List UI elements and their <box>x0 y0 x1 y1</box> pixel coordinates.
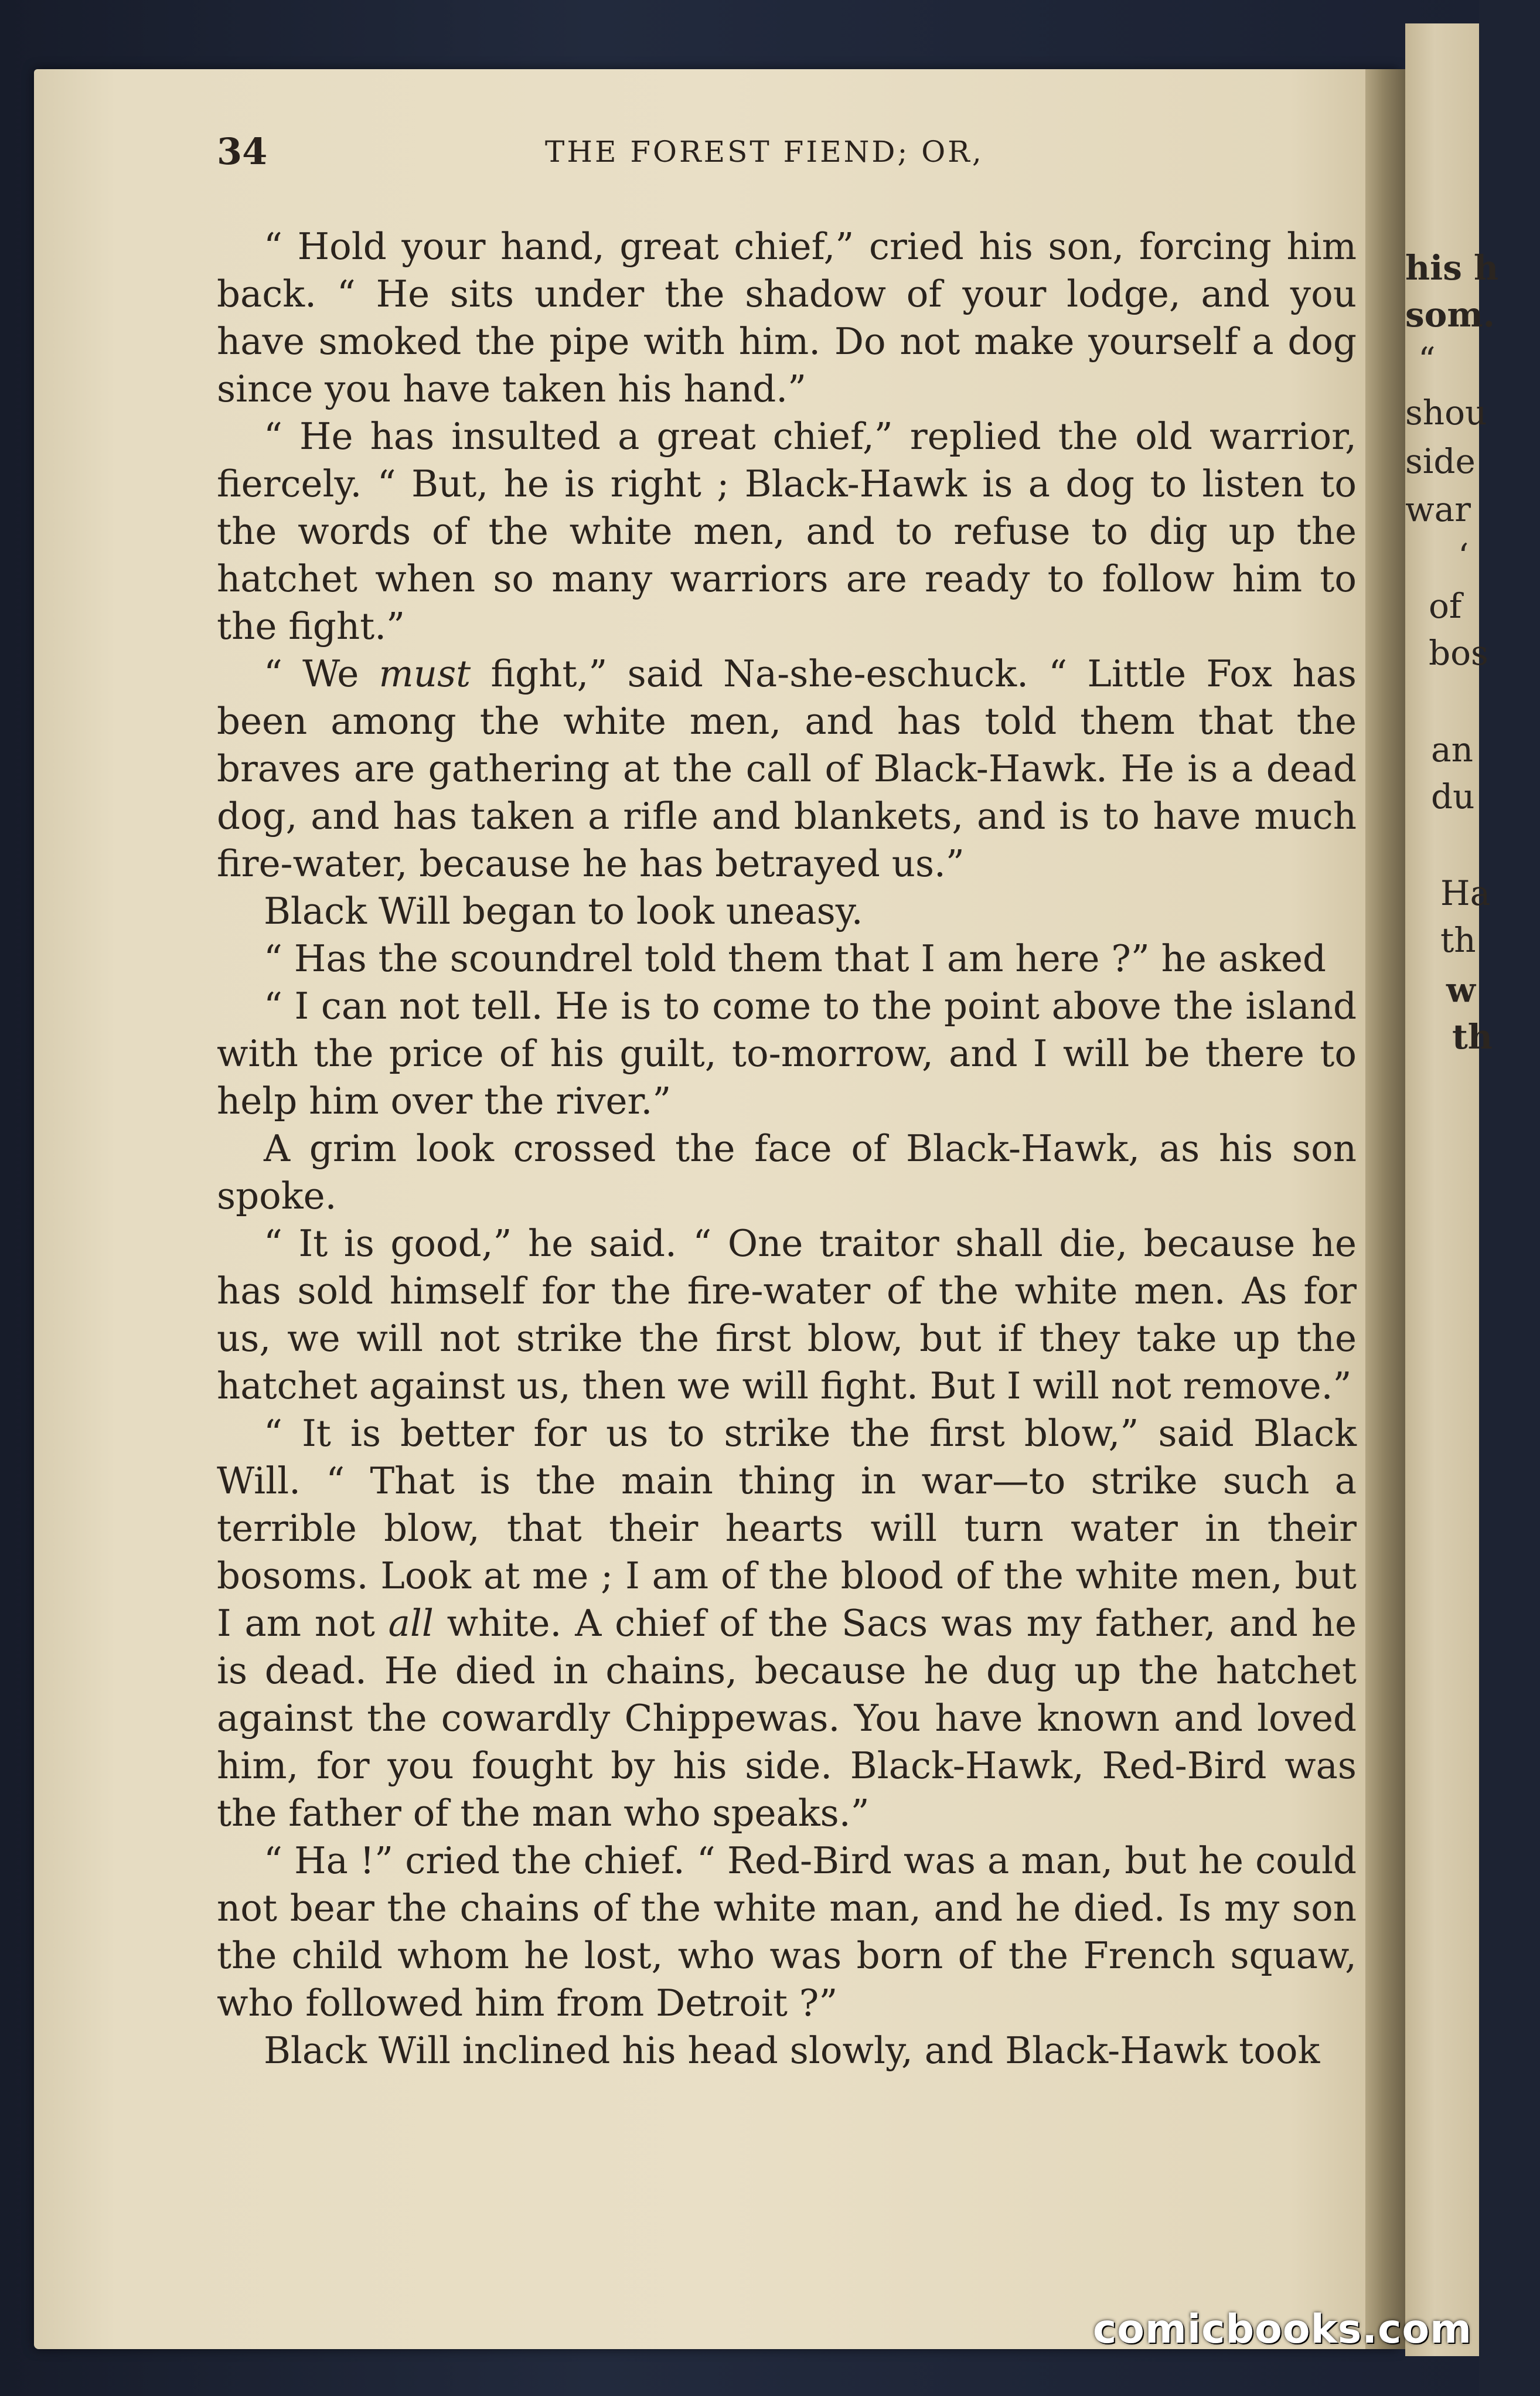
facing-page-fragment: his h <box>1405 248 1499 288</box>
italic-text: must <box>379 652 471 695</box>
facing-page-fragment: som. <box>1405 295 1495 335</box>
facing-page-fragment: du <box>1431 777 1475 816</box>
text-run: Black Will began to look uneasy. <box>264 890 863 932</box>
facing-page-fragment: ‘ <box>1458 536 1469 576</box>
book-gutter <box>1365 69 1406 2349</box>
text-run: “ We <box>264 652 379 695</box>
text-run: Black Will inclined his head slowly, and Black-Hawk took <box>264 2029 1320 2072</box>
text-run: “ I can not tell. He is to come to the point above the island with the price of his guilt, to-morrow, and I will be there to help him over the river.” <box>217 985 1357 1122</box>
text-run: white. A chief of the Sacs was my father, and he is dead. He died in chains, because he dug up the hatchet against the cowardly Chippewas. You have known and loved him, for you fought by his side. Black-Hawk, Red-Bird was the father of the man who speaks.” <box>217 1602 1357 1835</box>
text-run: “ Ha !” cried the chief. “ Red-Bird was a man, but he could not bear the chains of the white man, and he died. Is my son the child whom he lost, who was born of the French squaw, who followed him from Detroit ?” <box>217 1839 1357 2024</box>
paragraph <box>217 887 1357 935</box>
body-text <box>217 223 1357 2074</box>
facing-page-fragment: Ha <box>1440 873 1491 913</box>
watermark-logo: comicbooks.com <box>1093 2306 1473 2353</box>
facing-page-fragment: w <box>1446 970 1476 1010</box>
facing-page-fragment: bos <box>1429 633 1488 673</box>
paragraph <box>217 650 1357 887</box>
paragraph <box>217 1220 1357 1410</box>
text-run: “ Hold your hand, great chief,” cried his son, forcing him back. “ He sits under the shadow of your lodge, and you have smoked the pipe with him. Do not make yourself a dog since you have taken his hand.” <box>217 225 1357 410</box>
italic-text: all <box>388 1602 434 1645</box>
facing-page-fragment: of <box>1429 586 1462 626</box>
running-head: THE FOREST FIEND; OR, <box>545 135 984 169</box>
paragraph <box>217 1410 1357 1837</box>
paragraph <box>217 1837 1357 2027</box>
paragraph <box>217 1125 1357 1220</box>
facing-page-fragment: shou <box>1405 393 1487 433</box>
paragraph <box>217 2027 1357 2074</box>
paragraph <box>217 982 1357 1125</box>
facing-page-fragment: th <box>1440 920 1476 960</box>
text-run: “ He has insulted a great chief,” replied the old warrior, fiercely. “ But, he is right ; Black-Hawk is a dog to listen to the words of the white men, and to refuse to dig up the hatchet when so many warriors are ready to follow him to the fight.” <box>217 415 1357 648</box>
page-header <box>217 130 1354 177</box>
page-number: 34 <box>217 130 268 173</box>
facing-page-edge <box>1405 23 1499 2356</box>
facing-page-fragment: war <box>1405 489 1471 529</box>
paragraph <box>217 413 1357 650</box>
text-run: “ It is good,” he said. “ One traitor shall die, because he has sold himself for the fire-water of the white men. As for us, we will not strike the first blow, but if they take up the hatchet against us, then we will fight. But I will not remove.” <box>217 1222 1357 1407</box>
text-run: “ It is better for us to strike the first blow,” said Black Will. “ That is the main thing in war—to strike such a terrible blow, that their hearts will turn water in their bosoms. Look at me ; I am of the blood of the white men, but I am not <box>217 1412 1357 1645</box>
facing-page-fragment: side <box>1405 441 1476 481</box>
text-run: fight,” said Na-she-eschuck. “ Little Fox has been among the white men, and has told them that the braves are gathering at the call of Black-Hawk. He is a dead dog, and has taken a rifle and blankets, and is to have much fire-water, because he has betrayed us.” <box>217 652 1357 885</box>
facing-page-fragment: an <box>1431 730 1473 770</box>
paragraph <box>217 223 1357 413</box>
text-run: A grim look crossed the face of Black-Hawk, as his son spoke. <box>217 1127 1357 1217</box>
text-run: “ Has the scoundrel told them that I am here ?” he asked <box>264 937 1326 980</box>
paragraph <box>217 935 1357 982</box>
facing-page-fragment: “ <box>1418 340 1436 380</box>
facing-page-fragment: th <box>1452 1017 1493 1057</box>
